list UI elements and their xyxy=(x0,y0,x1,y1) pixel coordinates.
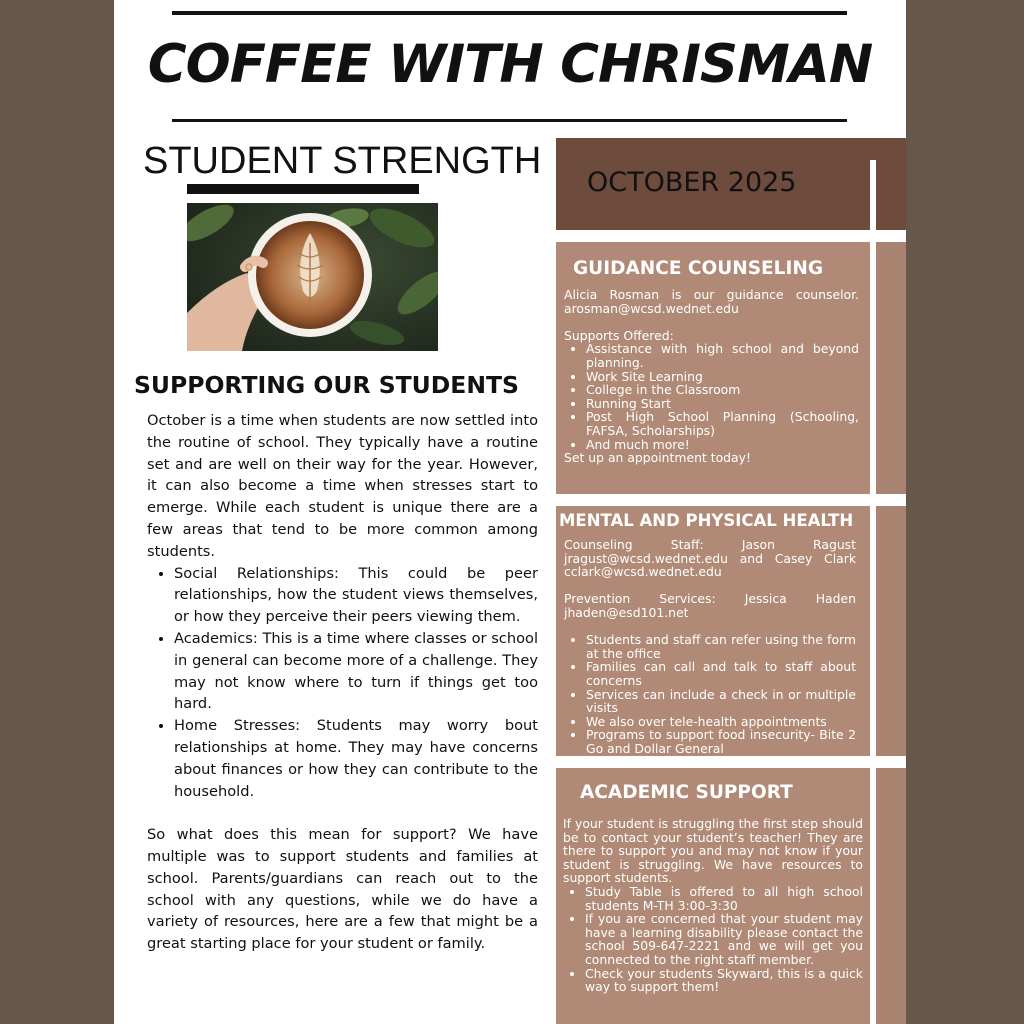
section-heading: STUDENT STRENGTH xyxy=(143,140,542,182)
list-item: • Social Relationships: This could be peer relationships, how the student views themselves, or how they perceive their peers viewing them. xyxy=(174,563,538,628)
coffee-photo-illustration xyxy=(187,203,438,351)
accent-bar xyxy=(876,506,906,756)
academic-intro: If your student is struggling the first step should be to contact your student’s teacher! They are there to support you and may not know if your student is struggling. We have resources to support students. xyxy=(563,816,863,886)
sidebar-divider xyxy=(556,756,906,768)
article-title: SUPPORTING OUR STUDENTS xyxy=(134,371,519,399)
article-body xyxy=(147,410,538,955)
prevention-services: Prevention Services: Jessica Haden jhaden@esd101.net xyxy=(564,591,856,620)
guidance-intro: Alicia Rosman is our guidance counselor. arosman@wcsd.wednet.edu xyxy=(564,287,859,316)
list-item: • Post High School Planning (Schooling, FAFSA, Scholarships) xyxy=(586,410,859,437)
stress-areas-list xyxy=(147,563,538,803)
list-item: • Study Table is offered to all high school students M-TH 3:00-3:30 xyxy=(585,885,863,912)
academic-support-box xyxy=(556,768,870,1024)
list-item: • Assistance with high school and beyond planning. xyxy=(586,342,859,369)
academic-list xyxy=(563,885,863,994)
title-bottom-rule xyxy=(172,119,847,122)
guidance-title: GUIDANCE COUNSELING xyxy=(573,258,824,279)
guidance-cta: Set up an appointment today! xyxy=(564,450,751,466)
article-intro: October is a time when students are now settled into the routine of school. They typically have a routine set and are well on their way for the year. However, it can also become a time when stresses start to emerge. While each student is unique there are a few areas that tend to be more common among students. xyxy=(147,412,538,560)
guidance-box xyxy=(556,242,870,494)
academic-support-title: ACADEMIC SUPPORT xyxy=(580,782,793,803)
sidebar-divider xyxy=(556,494,906,506)
newsletter-title: COFFEE WITH CHRISMAN xyxy=(147,34,873,95)
accent-bar xyxy=(876,242,906,494)
list-item: • Academics: This is a time where classes or school in general can become more of a challenge. They may not know where to turn if things get too hard. xyxy=(174,628,538,715)
list-item: • Services can include a check in or multiple visits xyxy=(586,688,856,715)
latte-art-cup-photo xyxy=(187,203,438,351)
guidance-text xyxy=(564,288,859,465)
list-item: • We also over tele-health appointments xyxy=(586,715,856,729)
list-item: • Home Stresses: Students may worry bout relationships at home. They may have concerns about finances or how they can contribute to the household. xyxy=(174,715,538,802)
accent-bar xyxy=(876,768,906,1024)
sidebar-divider xyxy=(556,230,906,242)
mental-health-text xyxy=(564,538,856,756)
list-item: • And much more! xyxy=(586,438,859,452)
academic-support-text xyxy=(563,817,863,994)
list-item: • If you are concerned that your student may have a learning disability please contact the school 509-647-2221 and we will get you connected to the right staff member. xyxy=(585,912,863,966)
article-closing: So what does this mean for support? We have multiple was to support students and families at school. Parents/guardians can reach out to the school with any questions, while we do have a variety of resources, here are a few that might be a great starting place for your student or family. xyxy=(147,826,538,953)
mental-health-box xyxy=(556,506,870,756)
issue-month: OCTOBER 2025 xyxy=(587,167,797,198)
list-item: • Programs to support food insecurity- Bite 2 Go and Dollar General xyxy=(586,728,856,755)
list-item: • Running Start xyxy=(586,397,859,411)
supports-label: Supports Offered: xyxy=(564,327,674,343)
list-item: • Families can call and talk to staff about concerns xyxy=(586,660,856,687)
mental-health-title: MENTAL AND PHYSICAL HEALTH xyxy=(559,511,854,530)
list-item: • Students and staff can refer using the form at the office xyxy=(586,633,856,660)
list-item: • Check your students Skyward, this is a quick way to support them! xyxy=(585,967,863,994)
title-top-rule xyxy=(172,11,847,15)
list-item: • Work Site Learning xyxy=(586,370,859,384)
mental-health-list xyxy=(564,633,856,755)
supports-list xyxy=(564,342,859,451)
counseling-staff: Counseling Staff: Jason Ragust jragust@wcsd.wednet.edu and Casey Clark cclark@wcsd.wednet.edu xyxy=(564,537,856,580)
section-underline xyxy=(187,184,419,194)
newsletter-page xyxy=(114,0,906,1024)
list-item: • College in the Classroom xyxy=(586,383,859,397)
